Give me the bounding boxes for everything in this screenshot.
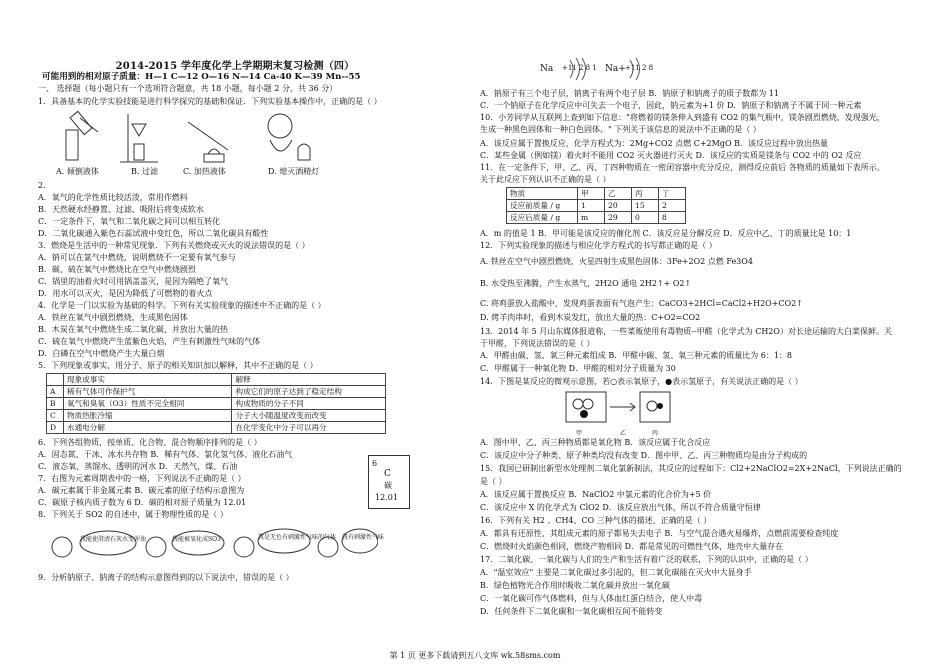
question-14: 14．下图是某反应的微观示意图，若○表示氧原子，●表示氢原子，有关说法正确的是（ ） — [480, 377, 803, 386]
q3-b: B．碳、硫在氧气中燃烧比在空气中燃烧剧烈 — [38, 265, 196, 274]
lab-operations-illustration — [58, 110, 358, 164]
pour-liquid-figure — [66, 111, 98, 160]
element-symbol: C — [384, 469, 391, 479]
question-3: 3．燃烧是生活中的一种常见现象．下列有关燃烧或灭火的说法错误的是（ ） — [38, 241, 310, 250]
q11-cell: 15 — [632, 200, 659, 212]
question-15-cont: 是（ ） — [480, 477, 507, 486]
q12-b: B. 水受热至沸腾，产生水蒸气，2H2O 通电 2H2↑+ O2↑ — [480, 279, 692, 288]
q17-a: A．"温室效应" 主要是二氧化碳过多引起的，但二氧化碳能在灭火中大显身手 — [480, 568, 752, 577]
element-number: 6 — [372, 459, 378, 468]
q8-cartoon-figures — [48, 523, 378, 571]
q1-option-a: A. 倾倒液体 — [56, 167, 99, 176]
q11-cell: 2 — [659, 200, 686, 212]
question-13-cont: 于甲醛，下列说法错误的是（ ） — [480, 339, 595, 348]
q1-option-b: B. 过滤 — [131, 167, 158, 176]
q11-cell: 1 — [578, 200, 605, 212]
q2-d: D．二氧化碳通入紫色石蕊试液中变红色，所以二氧化碳具有酸性 — [38, 229, 269, 238]
element-name: 碳 — [384, 481, 392, 490]
blow-out-lamp-figure — [268, 114, 310, 160]
q11-cell: 8 — [659, 212, 686, 224]
q8-bubble-b: 我能被氧化成SO3 — [172, 536, 221, 543]
question-15: 15．我国已研制出新型水处理剂二氧化氯新制法，其反应的过程如下：Cl2+2NaClO2=2X+2NaCl，下列说法正确的 — [480, 464, 902, 473]
q3-c: C．锅里的油着火时可用锅盖盖灭，是因为隔绝了氧气 — [38, 277, 229, 286]
q14-cd: C．该反应中分子种类、原子种类均没有改变 D．图中甲、乙、丙三种物质均是由分子构成的 — [480, 451, 808, 460]
question-2: 2． — [38, 181, 52, 190]
q9-ab: A．钠原子有三个电子层，钠离子有两个电子层 B．钠原子和钠离子的质子数都为 11 — [480, 89, 779, 98]
question-4: 4．化学是一门以实验为基础的科学。下列有关实验现象的描述中不正确的是（ ） — [38, 301, 326, 310]
q11-cell: 0 — [632, 212, 659, 224]
element-mass: 12.01 — [375, 493, 398, 502]
sodium-atom-shells: +11 2 8 1 — [562, 64, 597, 72]
q11-cell: 丁 — [659, 188, 686, 200]
q6-cd: C．液态氧、蒸馏水、透明的河水 D．天然气，煤、石油 — [38, 462, 238, 471]
relative-masses: 可能用到的相对原子质量：H—1 C—12 O—16 N—14 Ca-40 K—39 Mn--55 — [42, 72, 361, 82]
q13-cd: C．甲醛属于一种氧化物 D．甲醛的相对分子质量为 30 — [480, 364, 676, 373]
sodium-ion-symbol: Na+ — [605, 64, 626, 74]
section-heading: 一、 选择题（每小题只有一个选项符合题意，共 18 小题，每小题 2 分，共 36 分） — [38, 84, 338, 93]
q12-d: D. 烤羊肉串时，看到木炭发红，放出大量的热：C+O2=CO2 — [480, 313, 701, 322]
sodium-ion-shells: +11 2 8 — [625, 64, 654, 72]
q13-ab: A．甲醛由碳、氢、氧三种元素组成 B．甲醛中碳、氢、氧三种元素的质量比为 6：1：8 — [480, 351, 793, 360]
q2-a: A．氧气的化学性质比较活泼，常用作燃料 — [38, 193, 188, 202]
q5-cell: A — [47, 386, 64, 398]
q9-cd: C．一个钠原子在化学反应中可失去一个电子，因此，钠元素为+1 价 D．钠原子和钠离子不属于同一种元素 — [480, 101, 862, 110]
question-7: 7．右图为元素周期表中的一格，下列说法不正确的是（ ） — [38, 474, 246, 483]
question-13: 13．2014 年 5 月山东媒体报道称，一些菜贩使用有毒物质--甲醛（化学式为 CH2O）对长途运输的大白菜保鲜。关 — [480, 327, 892, 336]
q11-table — [506, 187, 686, 224]
q5-header: 解释 — [232, 374, 386, 386]
q5-table — [46, 373, 386, 434]
q17-c: C．一氧化碳可作气体燃料，但与人体血红蛋白结合，使人中毒 — [480, 594, 703, 603]
q5-header: 现象或事实 — [64, 374, 232, 386]
q5-cell: D — [47, 422, 64, 434]
q4-d: D．白磷在空气中燃烧产生大量白烟 — [38, 349, 165, 358]
q2-b: B．天然硬水经静置、过滤、吸附后将变成软水 — [38, 205, 204, 214]
page-title: 2014-2015 学年度化学上学期期末复习检测（四） — [115, 61, 355, 72]
q11-cell: m — [578, 212, 605, 224]
sodium-atom-symbol: Na — [540, 64, 554, 74]
q5-cell: 构成它们的原子达到了稳定结构 — [232, 386, 386, 398]
q11-cell: 20 — [605, 200, 632, 212]
q14-label-c: 丙 — [652, 430, 659, 437]
q7-ab: A．碳元素属于非金属元素 B．碳元素的原子结构示意图为 — [38, 486, 245, 495]
q1-option-c: C. 加热液体 — [183, 167, 226, 176]
q8-bubble-a: 我能使澄清石灰水变浑浊 — [80, 536, 147, 543]
q11-cell: 丙 — [632, 188, 659, 200]
q10-cd: C．某些金属（例如镁）着火时不能用 CO2 灭火器进行灭火 D．该反应的实质是镁条与 CO2 中的 O2 反应 — [480, 151, 862, 160]
q11-cell: 反应后质量 / g — [507, 212, 578, 224]
q15-cd: C．该反应中 X 的化学式为 ClO2 D．该反应放出气体，所以不符合质量守恒律 — [480, 503, 761, 512]
q11-cell: 物质 — [507, 188, 578, 200]
q4-c: C．硫在氧气中燃烧产生蓝紫色火焰，产生有刺激性气味的气体 — [38, 337, 261, 346]
question-11: 11．在一定条件下，甲、乙、丙、丁四种物质在一密闭容器中充分反应，测得反应前后 各物质的质量如下表所示。 — [480, 163, 885, 172]
q5-header — [47, 374, 64, 386]
q11-options: A．m 的值是 1 B．甲可能是该反应的催化剂 C．该反应是分解反应 D．反应中乙、丁的质量比是 10：1 — [480, 229, 852, 238]
q11-cell: 甲 — [578, 188, 605, 200]
q2-c: C．一定条件下，氧气和二氧化碳之间可以相互转化 — [38, 217, 221, 226]
q3-a: A．钠可以在氯气中燃烧，说明燃烧不一定要有氧气参与 — [38, 253, 236, 262]
question-9: 9．分析钠原子、钠离子的结构示意图得到的以下说法中，错误的是（ ） — [38, 573, 294, 582]
page-footer: 第 1 页 更多下载请到五八文库 wk.58sms.com — [389, 651, 561, 660]
question-1: 1．具备基本的化学实验技能是进行科学探究的基础和保证．下列实验基本操作中，正确的是（ ） — [38, 97, 382, 106]
q11-cell: 29 — [605, 212, 632, 224]
q10-ab: A．该反应属于置换反应，化学方程式为：2Mg+CO2 点燃 C+2MgO B．该反应过程中放出热量 — [480, 139, 828, 148]
filtration-figure — [120, 114, 158, 162]
q5-cell: B — [47, 398, 64, 410]
question-6: 6．下列各组物质，按单质、化合物、混合物顺序排列的是（ ） — [38, 438, 262, 447]
q11-cell: 反应前质量 / g — [507, 200, 578, 212]
q7-cd: C．碳原子核内质子数为 6 D．碳的相对原子质量为 12.01 — [38, 498, 247, 507]
q4-a: A．铁丝在氧气中剧烈燃烧，生成黑色固体 — [38, 313, 188, 322]
question-17: 17．二氧化碳、一氧化碳与人们的生产和生活有着广泛的联系，下列的认识中，正确的是（ ） — [480, 555, 813, 564]
q6-ab: A．固态氮、干冰、冰水共存物 B．稀有气体、氯化氢气体、液化石油气 — [38, 450, 293, 459]
q3-d: D．用水可以灭火，是因为降低了可燃物的着火点 — [38, 289, 213, 298]
heat-liquid-figure — [188, 122, 228, 162]
q1-option-d: D. 熄灭酒精灯 — [268, 167, 320, 176]
q5-cell: 分子大小随温度改变而改变 — [232, 410, 386, 422]
q12-c: C. 将鸡蛋放入盐酸中，发现鸡蛋表面有气泡产生：CaCO3+2HCl=CaCl2+H2O+CO2↑ — [480, 299, 803, 308]
q14-label-a: 甲 — [576, 430, 583, 437]
q4-b: B．木炭在氧气中燃烧生成二氧化碳，并放出大量的热 — [38, 325, 228, 334]
question-10-cont: 生成一种黑色固体和一种白色固体。" 下列关于该信息的说法中不正确的是（ ） — [480, 125, 761, 134]
q16-ab: A．都具有还原性，其组成元素的原子都易失去电子 B．与空气混合遇火易爆炸，点燃前需要检查纯度 — [480, 529, 839, 538]
q16-cd: C．燃烧时火焰颜色相同，燃烧产物相同 D．都是常见的可燃性气体，地壳中大量存在 — [480, 542, 784, 551]
q15-ab: A．该反应属于置换反应 B．NaClO2 中氯元素的化合价为+5 价 — [480, 490, 712, 499]
q5-cell: 水通电分解 — [64, 422, 232, 434]
question-16: 16．下列有关 H2 、CH4、CO 三种气体的描述，正确的是（ ） — [480, 516, 712, 525]
q5-cell: C — [47, 410, 64, 422]
q12-a: A. 铁丝在空气中剧烈燃烧，火星四射生成黑色固体：3Fe+2O2 点燃 Fe3O4 — [480, 257, 753, 266]
q17-b: B．绿色植物光合作用时吸收二氧化碳并放出一氧化碳 — [480, 581, 670, 590]
question-10: 10．小芳同学从互联网上查到如下信息："将燃着的镁条伸入到盛有 CO2 的集气瓶中，镁条剧烈燃烧，发现强光， — [480, 113, 885, 122]
question-11-cont: 关于此反应下列认识不正确的是（ ） — [480, 175, 611, 184]
question-12: 12．下列实验现象的描述与相应化学方程式的书写都正确的是（ ） — [480, 241, 717, 250]
q14-reaction-diagram — [564, 390, 684, 430]
q5-cell: 物质热胀冷缩 — [64, 410, 232, 422]
q11-cell: 乙 — [605, 188, 632, 200]
q14-label-b: 乙 — [620, 430, 627, 437]
question-8: 8．下列关于 SO2 的自述中，属于物理性质的是（ ） — [38, 510, 228, 519]
q14-ab: A．图中甲、乙、丙三种物质都是氧化物 B．该反应属于化合反应 — [480, 438, 711, 447]
q5-cell: 稀有气体可作保护气 — [64, 386, 232, 398]
q5-cell: 氧气和臭氧（O3）性质不完全相同 — [64, 398, 232, 410]
element-cell-carbon — [368, 455, 410, 509]
q8-bubble-d: 我有刺激性气味 — [342, 534, 385, 541]
q5-cell: 构成物质的分子不同 — [232, 398, 386, 410]
question-5: 5．下列现象或事实，用分子、原子的相关知识加以解释，其中不正确的是（ ） — [38, 361, 318, 370]
q5-cell: 在化学变化中分子可以再分 — [232, 422, 386, 434]
q17-d: D．任何条件下二氧化碳和一氧化碳相互间不能转变 — [480, 607, 663, 616]
q8-bubble-c: 我是无色有刺激性气味的气体 — [258, 534, 337, 541]
